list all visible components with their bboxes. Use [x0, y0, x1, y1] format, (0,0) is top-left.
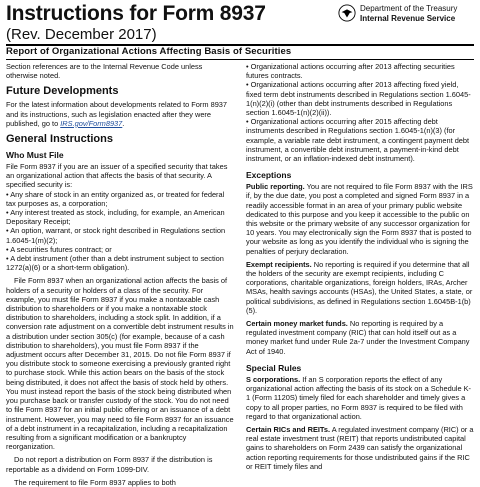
exempt-recipients-label: Exempt recipients.	[246, 259, 312, 269]
left-column	[6, 62, 234, 487]
paragraph: Do not report a distribution on Form 8937 if the distribution is reportable as a dividend on Form 1099-DIV.	[6, 455, 213, 474]
intro-text: Section references are to the Internal Revenue Code unless otherwise noted.	[6, 62, 203, 81]
s-corporations-paragraph	[246, 375, 474, 421]
list-item: • Organizational actions occurring after 2013 affecting securities futures contracts.	[246, 62, 455, 81]
agency-name: Internal Revenue Service	[360, 14, 456, 23]
list-item: • Any interest treated as stock, including, for example, an American Depositary Receipt;	[6, 208, 225, 227]
form8937-link[interactable]: IRS.gov/Form8937	[60, 118, 123, 128]
list-item: • Organizational actions occurring after 2015 affecting debt instruments described in Regulations section 1.6045-1(n)(3) (for example, a variable rate debt instrument, a contingent payment debt instrument, a convertible debt instrument, a payment-in-kind debt instrument, or an inflation-indexed debt instrument).	[246, 117, 470, 164]
special-rules-heading: Special Rules	[246, 362, 302, 373]
form-title: Instructions for Form 8937	[6, 2, 266, 25]
form-subtitle: Report of Organizational Actions Affecting Basis of Securities	[6, 46, 292, 57]
future-end: .	[122, 118, 125, 128]
s-corporations-text: If an S corporation reports the effect of any organizational action affecting the basis of its stock on a Schedule K-1 (Form 1120S) timely filed for each shareholder and timely gives a copy to all proper parties, no Form 8937 is required to be filed with regard to that organizational action.	[246, 374, 472, 421]
money-market-text: No reporting is required by a regulated investment company (RIC) that can hold itself out as a money market fund under Rule 2a-7 under the Investment Company Act of 1940.	[246, 319, 470, 356]
list-item: • A debt instrument (other than a debt instrument subject to section 1272(a)(6) or a short-term obligation).	[6, 254, 224, 273]
public-reporting-label: Public reporting.	[246, 182, 305, 192]
exempt-recipients-text: No reporting is required if you determine that all the holders of the security are exempt recipients, including C corporations, charitable organizations, foreign holders, IRAs, Archer MSAs, health savings accounts (HSAs), the United States, a state, or political subdivisions, as defined in Regulations section 1.6045B-1(b)(5).	[246, 259, 473, 315]
list-item: • A securities futures contract; or	[6, 244, 112, 254]
money-market-label: Certain money market funds.	[246, 319, 348, 329]
who-must-file-heading: Who Must File	[6, 150, 64, 161]
list-item: • An option, warrant, or stock right described in Regulations section 1.6045-1(m)(2);	[6, 226, 226, 245]
list-item: • Organizational actions occurring after 2013 affecting fixed yield, fixed term debt instruments described in Regulations section 1.6045-1(n)(2)(i) (other than debt instruments described in Regulations section 1.6045-1(n)(2)(ii)).	[246, 80, 471, 118]
general-instructions-heading: General Instructions	[6, 133, 113, 146]
public-reporting-text: You are not required to file Form 8937 with the IRS if, by the due date, you post a completed and signed Form 8937 in a readily accessible format in an area of your primary public website dedicated to this purpose and you keep it accessible to the public on this website or the primary website of any successor organization for 10 years. You may electronically sign the Form 8937 that is posted to your website as long as you identify the individual who is signing the penalties of perjury declaration.	[246, 182, 473, 256]
paragraph: The requirement to file Form 8937 applies to both	[14, 477, 176, 487]
right-column	[246, 62, 474, 480]
department-name: Department of the Treasury	[360, 4, 458, 13]
rics-reits-label: Certain RICs and REITs.	[246, 424, 331, 434]
exempt-recipients-paragraph	[246, 260, 474, 315]
public-reporting-paragraph	[246, 182, 474, 256]
rics-reits-text: A regulated investment company (RIC) or a real estate investment trust (REIT) that reports undistributed capital gains to shareholders on Form 2439 can satisfy the organizational action reporting requirements for those undistributed gains if the RIC or REIT timely files and	[246, 424, 474, 471]
who-must-file-text: File Form 8937 if you are an issuer of a specified security that takes an organizational action that affects the basis of that security. A specified security is:	[6, 162, 228, 190]
treasury-eagle-seal-icon	[338, 4, 356, 22]
future-developments-heading: Future Developments	[6, 85, 119, 98]
money-market-paragraph	[246, 319, 474, 356]
agency-block	[360, 4, 457, 24]
rics-reits-paragraph	[246, 425, 474, 471]
exceptions-heading: Exceptions	[246, 170, 292, 181]
s-corporations-label: S corporations.	[246, 374, 301, 384]
future-developments-text	[6, 100, 234, 128]
list-item: • Any share of stock in an entity organized as, or treated for federal tax purposes as, a corporation;	[6, 189, 225, 208]
future-text: For the latest information about developments related to Form 8937 and its instructions, such as legislation enacted after they were published, go to	[6, 100, 228, 128]
paragraph: File Form 8937 when an organizational action affects the basis of holders of a security or holders of a class of the security. For example, you must file Form 8937 if you make a nontaxable cash distribution to shareholders or if you make a nontaxable stock distribution to shareholders, including a stock split. In addition, if a conversion rate adjustment on a convertible debt instrument results in a distribution under section 305(c) (for example, because of a cash distribution to shareholders), you must file Form 8937 if the adjustment occurs after December 31, 2015. Do not file Form 8937 if you distribute stock to someone exercising a previously granted right to purchase stock. While this action bears on the basis of the stock being distributed, it does not affect the basis of stock held by others. You must instead report the basis of the stock being distributed when you purchase back or transfer custody of the stock. You do not need to file Form 8937 for an initial public offering or an issuance of a debt instrument. However, you may need to file Form 8937 for an issuance of a debt instrument in a recapitalization, including a recapitalization resulting from a significant modification or a bankruptcy reorganization.	[6, 276, 234, 452]
subtitle-rule	[6, 59, 474, 60]
revision-date: (Rev. December 2017)	[6, 26, 157, 43]
